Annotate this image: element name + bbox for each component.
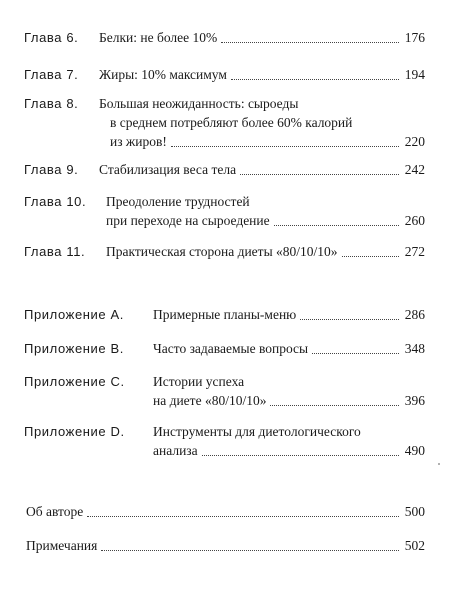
chapter-title-line: Большая неожиданность: сыроеды (99, 96, 299, 111)
chapter-title: Стабилизация веса тела (99, 162, 237, 177)
dot-leader (87, 515, 399, 517)
dot-leader (342, 255, 399, 257)
appendix-label: Приложение D. (24, 424, 125, 439)
appendix-title-line: анализа (153, 443, 198, 458)
page-number: 220 (404, 134, 425, 149)
appendix-title: Часто задаваемые вопросы (153, 341, 309, 356)
backmatter-title: Примечания (26, 538, 98, 553)
appendix-title: Примерные планы-меню (153, 307, 297, 322)
backmatter-title: Об авторе (26, 504, 84, 519)
chapter-label: Глава 9. (24, 162, 79, 177)
dot-leader (274, 224, 399, 226)
page-number: 176 (404, 30, 425, 45)
chapter-title-line: при переходе на сыроедение (106, 213, 270, 228)
dot-leader (300, 318, 398, 320)
page-number: 396 (404, 393, 425, 408)
chapter-label: Глава 10. (24, 194, 87, 209)
appendix-title-line: Истории успеха (153, 374, 245, 389)
page-number: 260 (404, 213, 425, 228)
appendix-label: Приложение A. (24, 307, 124, 322)
chapter-label: Глава 8. (24, 96, 79, 111)
dot-leader (101, 549, 398, 551)
page-number: 500 (404, 504, 425, 519)
chapter-label: Глава 7. (24, 67, 79, 82)
chapter-title-line: из жиров! (110, 134, 167, 149)
dot-leader (171, 145, 399, 147)
page-number: 286 (404, 307, 425, 322)
chapter-label: Глава 6. (24, 30, 79, 45)
page-number: 490 (404, 443, 425, 458)
dot-leader (240, 173, 399, 175)
chapter-title: Белки: не более 10% (99, 30, 218, 45)
page-number: 194 (404, 67, 425, 82)
appendix-label: Приложение C. (24, 374, 125, 389)
dot-leader (231, 78, 399, 80)
chapter-title-line: Преодоление трудностей (106, 194, 250, 209)
chapter-title-line: в среднем потребляют более 60% калорий (110, 115, 353, 130)
dot-leader (221, 41, 398, 43)
print-speck (438, 463, 440, 465)
chapter-title: Практическая сторона диеты «80/10/10» (106, 244, 338, 259)
appendix-title-line: Инструменты для диетологического (153, 424, 361, 439)
dot-leader (270, 404, 398, 406)
chapter-title: Жиры: 10% максимум (99, 67, 227, 82)
page-number: 272 (404, 244, 425, 259)
dot-leader (312, 352, 399, 354)
dot-leader (202, 454, 399, 456)
page-number: 348 (404, 341, 425, 356)
page-number: 242 (404, 162, 425, 177)
page-number: 502 (404, 538, 425, 553)
chapter-label: Глава 11. (24, 244, 86, 259)
appendix-title-line: на диете «80/10/10» (153, 393, 267, 408)
appendix-label: Приложение B. (24, 341, 124, 356)
